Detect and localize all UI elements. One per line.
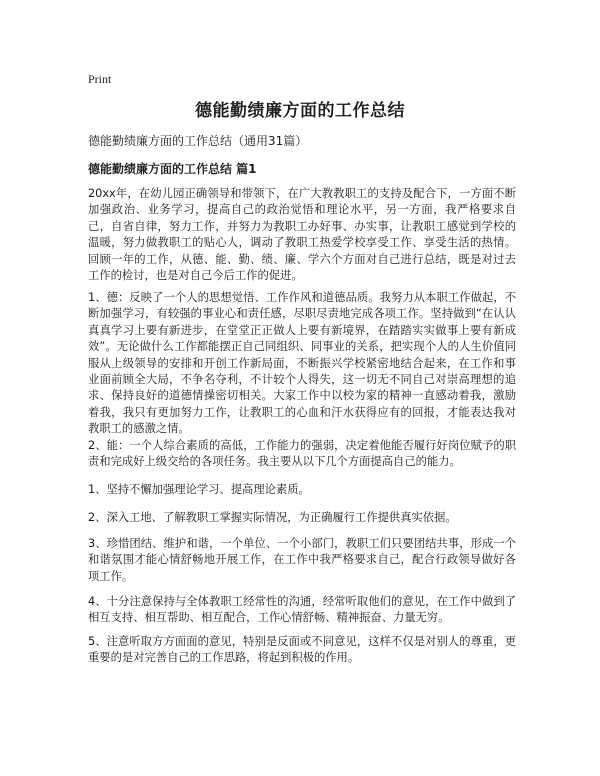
list-item-2: 2、深入工地、了解教职工掌握实际情况，为正确履行工作提供真实依据。: [88, 511, 457, 524]
list-item-5: 5、注意听取方方面面的意见，特别是反面或不同意见，这样不仅是对别人的尊重，更重要的是对完善自己的工作思路，将起到积极的作用。: [88, 635, 516, 665]
intro-paragraph: 20xx年，在幼儿园正确领导和带领下，在广大教教职工的支持及配合下，一方面不断加强政治、业务学习，提高自己的政治觉悟和理论水平，另一方面，我严格要求自己，自省自律，努力工作，并努力为教职工办好事、办实事，让教职工感觉到学校的温暖，努力做教职工的贴心人，调动了教职工热爱学校享受工作、享受生活的热情。回顾一年的工作，从德、能、勤、绩、廉、学六个方面对自己进行总结，既是对过去工作的检讨，也是对自己今后工作的促进。: [88, 187, 516, 283]
de-paragraph: 1、德：反映了一个人的思想觉悟、工作作风和道德品质。我努力从本职工作做起，不断加强学习，有较强的事业心和责任感，尽职尽责地完成各项工作。坚持做到“在认认真真学习上要有新进步，在堂堂正正做人上要有新境界，在踏踏实实做事上要有新成效”。无论做什么工作都能摆正自己同组织、同事业的关系，把实现个人的人生价值同服从上级领导的安排和开创工作新局面，不断振兴学校紧密地结合起来，在工作和事业面前顾全大局，不争名夺利，不计较个人得失，这一切无不同自己对崇高理想的追求、保持良好的道德情操密切相关。大家工作中以校为家的精神一直感动着我，激励着我，我只有更加努力工作，让教职工的心血和汗水获得应有的回报，才能表达我对教职工的感激之情。: [88, 291, 516, 436]
section-heading: 德能勤绩廉方面的工作总结 篇1: [88, 162, 257, 176]
list-item-1: 1、坚持不懈加强理论学习、提高理论素质。: [88, 483, 310, 496]
neng-paragraph: 2、能：一个人综合素质的高低，工作能力的强弱，决定着他能否履行好岗位赋予的职责和完成好上级交给的各项任务。我主要从以下几个方面提高自己的能力。: [88, 439, 516, 469]
list-item-3: 3、珍惜团结、维护和谐，一个单位、一个小部门，教职工们只要团结共事，形成一个和谐氛围才能心情舒畅地开展工作，在工作中我严格要求自己，配合行政领导做好各项工作。: [88, 537, 516, 583]
document-subtitle: 德能勤绩廉方面的工作总结（通用31篇）: [88, 134, 308, 148]
list-item-4: 4、十分注意保持与全体教职工经常性的沟通，经常听取他们的意见，在工作中做到了相互支持、相互帮助、相互配合，工作心情舒畅、精神振奋、力量无穷。: [88, 595, 516, 625]
page-title: 德能勤绩廉方面的工作总结: [195, 101, 405, 121]
print-link[interactable]: Print: [88, 72, 112, 86]
